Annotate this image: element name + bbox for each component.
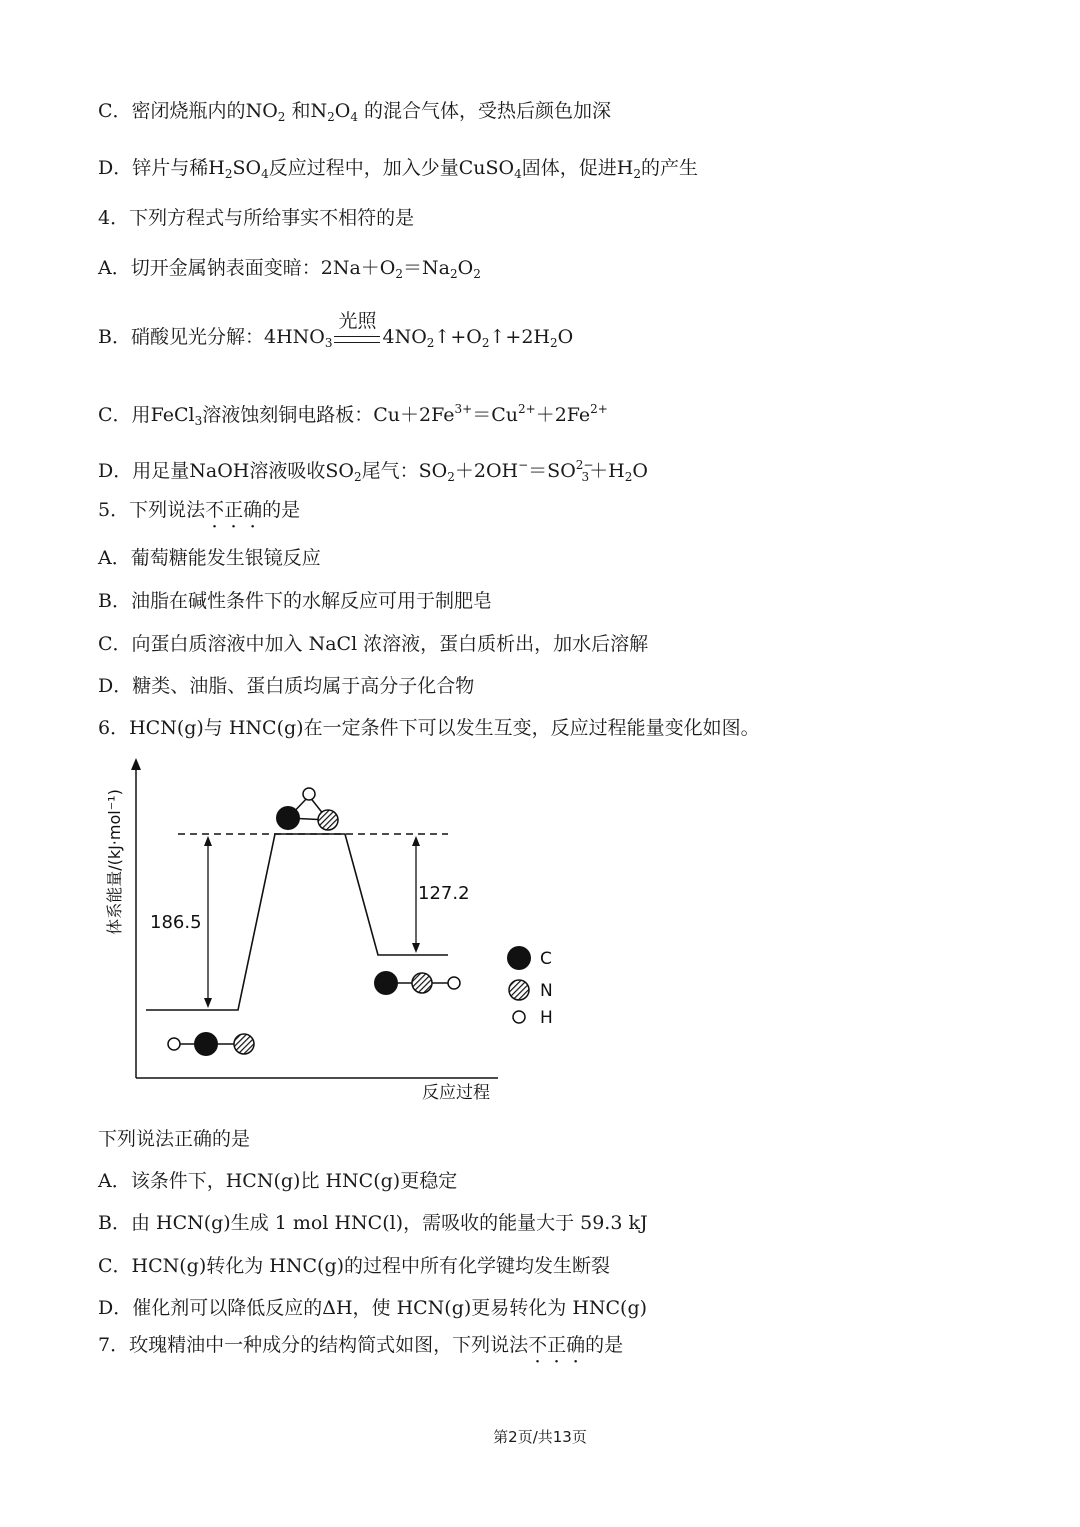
q6-option-d: D．催化剂可以降低反应的ΔH，使 HCN(g)更易转化为 HNC(g) [98,1297,648,1319]
q6-stem: 6．HCN(g)与 HNC(g)在一定条件下可以发生互变，反应过程能量变化如图。 [98,717,760,739]
y-axis [131,758,141,1078]
y-axis-label: 体系能量/(kJ·mol⁻¹) [105,789,124,935]
q4-option-a: A．切开金属钠表面变暗：$2Na+O_2=Na_2O_2$ [98,257,481,281]
transition-state-molecule-icon [276,788,338,830]
reaction-condition-arrow: 光照 [334,334,380,343]
legend-carbon-icon [507,946,531,970]
q4-stem: 4．下列方程式与所给事实不相符的是 [98,207,415,229]
q5-option-a: A．葡萄糖能发生银镜反应 [98,547,321,569]
q5-option-c: C．向蛋白质溶液中加入 NaCl 浓溶液，蛋白质析出，加水后溶解 [98,633,649,655]
hnc-molecule-icon [374,971,460,995]
value-127-2: 127.2 [418,883,470,904]
legend-label-n: N [540,981,553,1001]
x-axis-label: 反应过程 [422,1083,490,1103]
legend [507,946,553,1028]
value-186-5: 186.5 [150,912,202,933]
q6-option-a: A．该条件下，HCN(g)比 HNC(g)更稳定 [98,1170,458,1192]
q4-option-b: B．硝酸见光分解：$4HNO_3$ 光照 $4NO_2↑+O_2↑+2H_2O$ [98,309,574,350]
q4-option-d: D．用足量NaOH溶液吸收$SO_2$尾气：$SO_2+2OH^-=SO^{2-}_3+H_2O$ [98,458,648,484]
q5-stem: 5．下列说法不正确的是 [98,499,301,521]
legend-label-h: H [540,1008,553,1028]
energy-diagram [98,752,578,1112]
q5-option-d: D．糖类、油脂、蛋白质均属于高分子化合物 [98,675,475,697]
q7-stem: 7．玫瑰精油中一种成分的结构简式如图，下列说法不正确的是 [98,1334,624,1356]
q3-option-c: C．密闭烧瓶内的$NO_2$ 和$N_2O_4$ 的混合气体，受热后颜色加深 [98,100,612,124]
legend-hydrogen-icon [513,1011,525,1023]
q4-option-c: C．用FeCl$_3$溶液蚀刻铜电路板：$Cu+2Fe^{3+}=Cu^{2+}+2Fe^{2+}$ [98,402,608,428]
q5-option-b: B．油脂在碱性条件下的水解反应可用于制肥皂 [98,590,492,612]
hcn-molecule-icon [168,1032,254,1056]
legend-nitrogen-icon [509,980,529,1000]
q6-option-c: C．HCN(g)转化为 HNC(g)的过程中所有化学键均发生断裂 [98,1255,611,1277]
legend-label-c: C [540,949,552,969]
left-energy-arrow [204,836,212,1008]
q3-option-d: D．锌片与稀$H_2SO_4$反应过程中，加入少量CuSO$_4$固体，促进$H_2$的产生 [98,157,698,181]
q6-prompt: 下列说法正确的是 [98,1128,251,1150]
page-footer: 第2页/共13页 [493,1428,587,1446]
q6-option-b: B．由 HCN(g)生成 1 mol HNC(l)，需吸收的能量大于 59.3 kJ [98,1212,648,1234]
